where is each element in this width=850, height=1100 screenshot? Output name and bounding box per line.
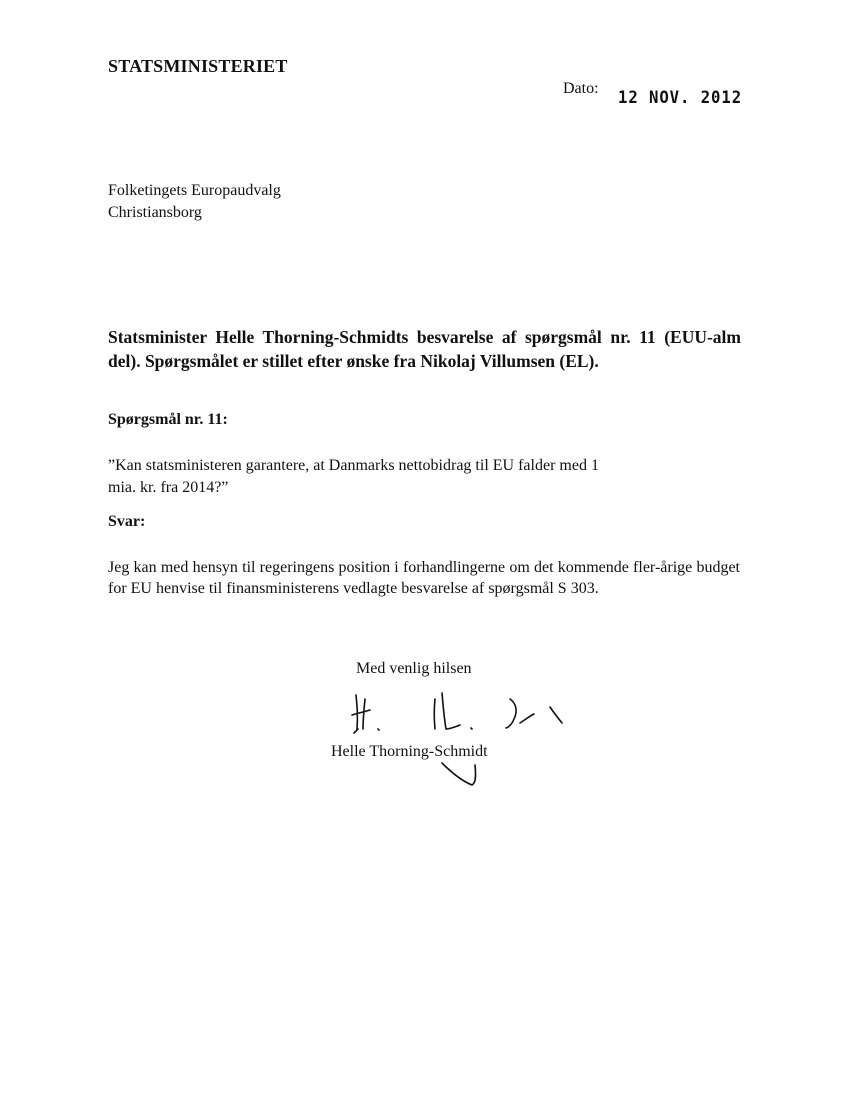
recipient-address bbox=[108, 180, 281, 224]
question-line-2: mia. kr. fra 2014?” bbox=[108, 479, 229, 496]
ministry-name: STATSMINISTERIET bbox=[108, 56, 288, 76]
question-heading: Spørgsmål nr. 11: bbox=[108, 411, 228, 428]
subject-heading: Statsminister Helle Thorning-Schmidts besvarelse af spørgsmål nr. 11 (EUU-alm del). Spørgsmålet er stillet efter ønske fra Nikolaj Villumsen (EL). bbox=[108, 327, 741, 371]
date-stamp: 12 NOV. 2012 bbox=[618, 88, 743, 108]
recipient-line-1: Folketingets Europaudvalg bbox=[108, 182, 281, 199]
answer-heading: Svar: bbox=[108, 513, 146, 530]
signer-name: Helle Thorning-Schmidt bbox=[331, 743, 488, 760]
recipient-line-2: Christiansborg bbox=[108, 204, 202, 221]
date-label: Dato: bbox=[563, 80, 599, 97]
question-text bbox=[108, 455, 708, 499]
closing-greeting: Med venlig hilsen bbox=[356, 660, 472, 677]
question-line-1: ”Kan statsministeren garantere, at Danmarks nettobidrag til EU falder med 1 bbox=[108, 457, 599, 474]
answer-text: Jeg kan med hensyn til regeringens position i forhandlingerne om det kommende fler-årige budget for EU henvise til finansministerens vedlagte besvarelse af spørgsmål S 303. bbox=[108, 559, 740, 597]
